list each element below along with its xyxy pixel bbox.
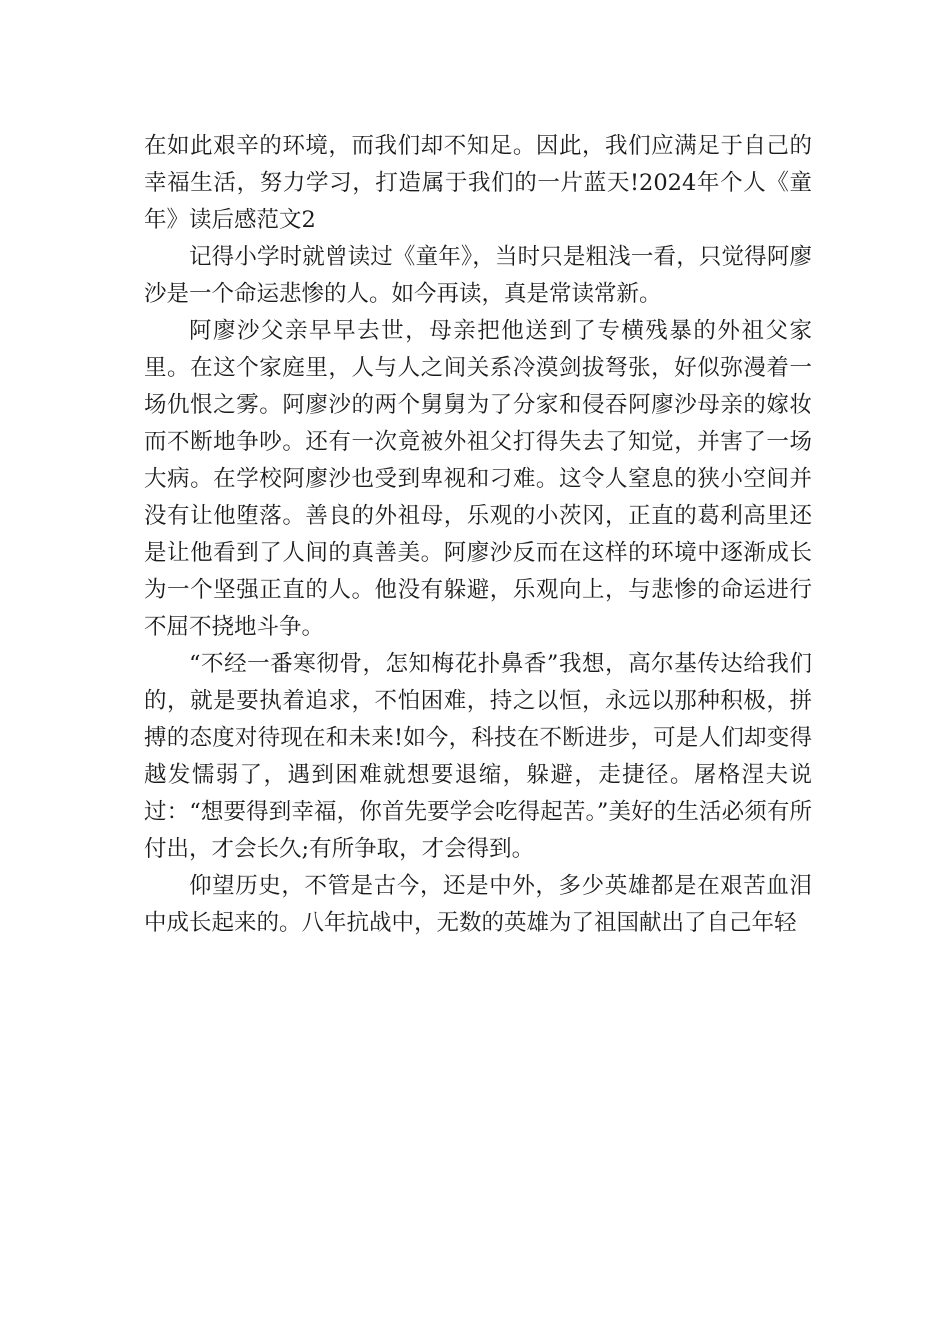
paragraph-3: 阿廖沙父亲早早去世，母亲把他送到了专横残暴的外祖父家里。在这个家庭里，人与人之间关系冷漠剑拔弩张，好似弥漫着一场仇恨之雾。阿廖沙的两个舅舅为了分家和侵吞阿廖沙母亲的嫁妆而不断地争吵。还有一次竟被外祖父打得失去了知觉，并害了一场大病。在学校阿廖沙也受到卑视和刁难。这令人窒息的狭小空间并没有让他堕落。善良的外祖母，乐观的小茨冈，正直的葛利高里还是让他看到了人间的真善美。阿廖沙反而在这样的环境中逐渐成长为一个坚强正直的人。他没有躲避，乐观向上，与悲惨的命运进行不屈不挠地斗争。	[144, 318, 812, 640]
paragraph-5: 仰望历史，不管是古今，还是中外，多少英雄都是在艰苦血泪中成长起来的。八年抗战中，无数的英雄为了祖国献出了自己年轻	[144, 873, 812, 936]
paragraph-1: 在如此艰辛的环境，而我们却不知足。因此，我们应满足于自己的幸福生活，努力学习，打造属于我们的一片蓝天!2024年个人《童年》读后感范文2	[144, 133, 812, 233]
paragraph-2: 记得小学时就曾读过《童年》，当时只是粗浅一看，只觉得阿廖沙是一个命运悲惨的人。如今再读，真是常读常新。	[144, 244, 812, 307]
paragraph-4: “不经一番寒彻骨，怎知梅花扑鼻香”我想，高尔基传达给我们的，就是要执着追求，不怕困难，持之以恒，永远以那种积极，拼搏的态度对待现在和未来!如今，科技在不断进步，可是人们却变得越发懦弱了，遇到困难就想要退缩，躲避，走捷径。屠格涅夫说过：“想要得到幸福，你首先要学会吃得起苦。”美好的生活必须有所付出，才会长久;有所争取，才会得到。	[144, 651, 812, 862]
document-body	[144, 128, 812, 942]
